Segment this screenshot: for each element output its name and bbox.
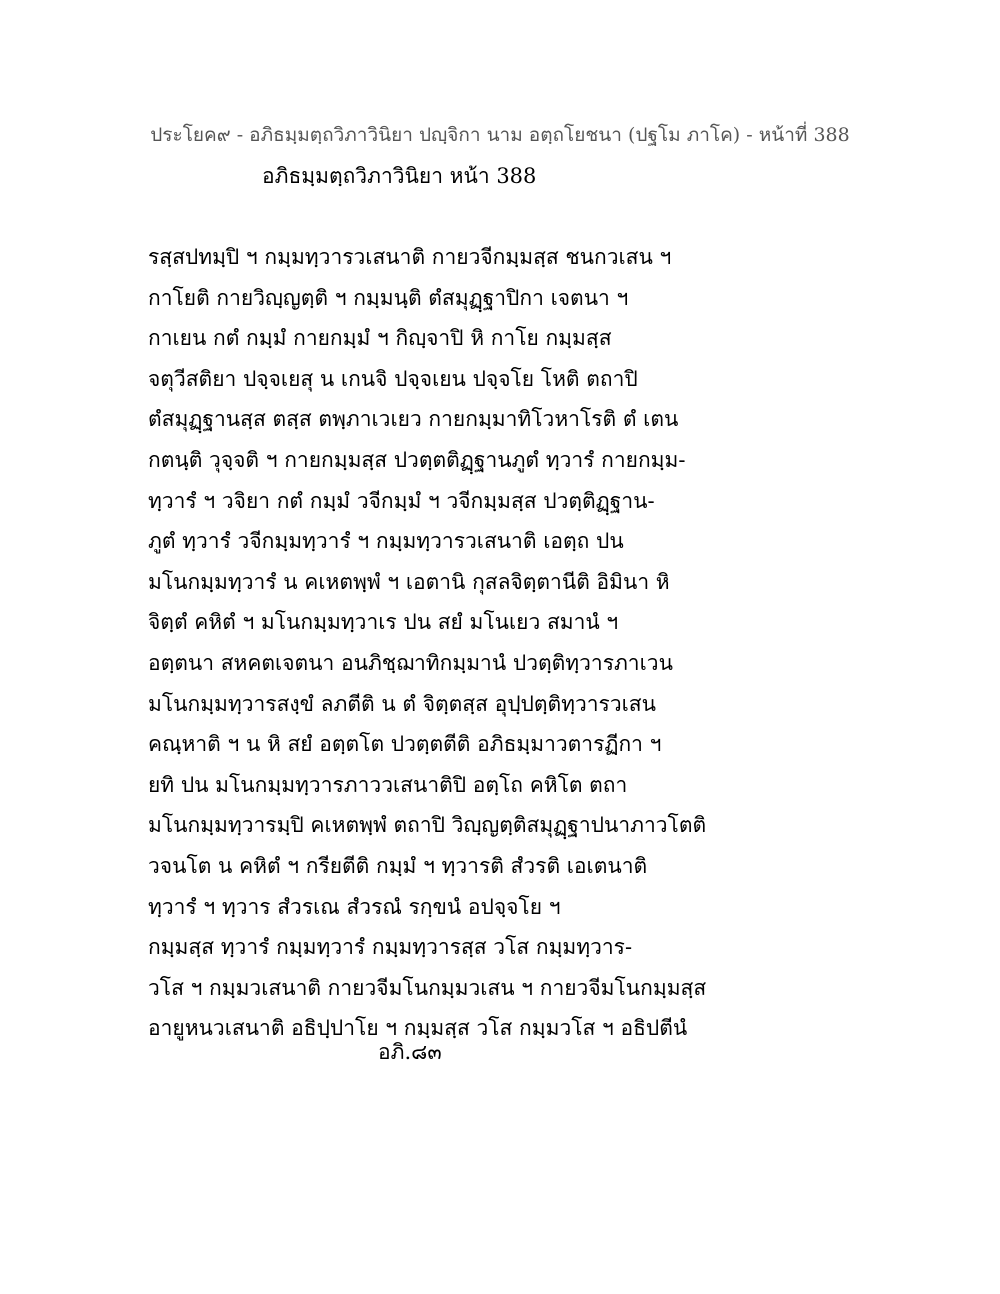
text-line: วโส ฯ กมฺมวเสนาติ กายวจีมโนกมฺมวเสน ฯ กายวจีมโนกมฺมสฺส	[148, 975, 707, 1000]
text-line: มโนกมฺมทฺวารสงฺขํ ลภตีติ น ตํ จิตฺตสฺส อุปฺปตฺติทฺวารวเสน	[148, 691, 656, 716]
text-line: ยทิ ปน มโนกมฺมทฺวารภาววเสนาติปิ อตฺโถ คหิโต ตถา	[148, 772, 628, 797]
text-line: กาเยน กตํ กมฺมํ กายกมฺมํ ฯ กิญฺจาปิ หิ กาโย กมฺมสฺส	[148, 326, 612, 351]
body-text	[148, 237, 848, 1049]
text-line: วจนโต น คหิตํ ฯ กรียตีติ กมฺมํ ฯ ทฺวารติ สํวรติ เอเตนาติ	[148, 853, 648, 878]
text-line: กมฺมสฺส ทฺวารํ กมฺมทฺวารํ กมฺมทฺวารสฺส วโส กมฺมทฺวาร-	[148, 935, 633, 960]
running-header: ประโยค๙ - อภิธมฺมตฺถวิภาวินิยา ปญฺจิกา นาม อตฺถโยชนา (ปฐโม ภาโค) - หน้าที่ 388	[150, 124, 850, 146]
text-line: จิตฺตํ คหิตํ ฯ มโนกมฺมทฺวาเร ปน สยํ มโนเยว สมานํ ฯ	[148, 610, 619, 635]
text-line: จตุวีสติยา ปจฺจเยสุ น เกนจิ ปจฺจเยน ปจฺจโย โหติ ตถาปิ	[148, 366, 638, 391]
text-line: ทฺวารํ ฯ ทฺวาร สํวรเณ สํวรณํ รกฺขนํ อปจฺจโย ฯ	[148, 894, 561, 919]
text-line: ภูตํ ทฺวารํ วจีกมฺมทฺวารํ ฯ กมฺมทฺวารวเสนาติ เอตฺถ ปน	[148, 529, 624, 554]
text-line: อายูหนวเสนาติ อธิปฺปาโย ฯ กมฺมสฺส วโส กมฺมวโส ฯ อธิปตีนํ	[148, 1016, 688, 1041]
text-line: อตฺตนา สหคตเจตนา อนภิชฺฌาทิกมฺมานํ ปวตฺติทฺวารภาเวน	[148, 650, 673, 675]
text-line: คณฺหาติ ฯ น หิ สยํ อตฺตโต ปวตฺตตีติ อภิธมฺมาวตารฏีกา ฯ	[148, 732, 662, 757]
page-marker: อภิ.๘๓	[378, 1040, 442, 1064]
text-line: รสฺสปทมฺปิ ฯ กมฺมทฺวารวเสนาติ กายวจีกมฺมสฺส ชนกวเสน ฯ	[148, 245, 672, 269]
page-title: อภิธมฺมตฺถวิภาวินิยา หน้า 388	[262, 164, 537, 188]
text-line: กาโยติ กายวิญฺญตฺติ ฯ กมฺมนฺติ ตํสมุฏฺฐาปิกา เจตนา ฯ	[148, 285, 629, 310]
text-line: มโนกมฺมทฺวารมฺปิ คเหตพฺพํ ตถาปิ วิญฺญตฺติสมุฏฺฐาปนาภาวโตติ	[148, 813, 707, 838]
text-line: ทฺวารํ ฯ วจิยา กตํ กมฺมํ วจีกมฺมํ ฯ วจีกมฺมสฺส ปวตฺติฏฺฐาน-	[148, 488, 655, 513]
text-line: มโนกมฺมทฺวารํ น คเหตพฺพํ ฯ เอตานิ กุสลจิตฺตานีติ อิมินา หิ	[148, 569, 670, 594]
text-line: ตํสมุฏฺฐานสฺส ตสฺส ตพฺภาเวเยว กายกมฺมาทิโวหาโรติ ตํ เตน	[148, 407, 679, 432]
text-line: กตนฺติ วุจฺจติ ฯ กายกมฺมสฺส ปวตฺตติฏฺฐานภูตํ ทฺวารํ กายกมฺม-	[148, 447, 686, 472]
